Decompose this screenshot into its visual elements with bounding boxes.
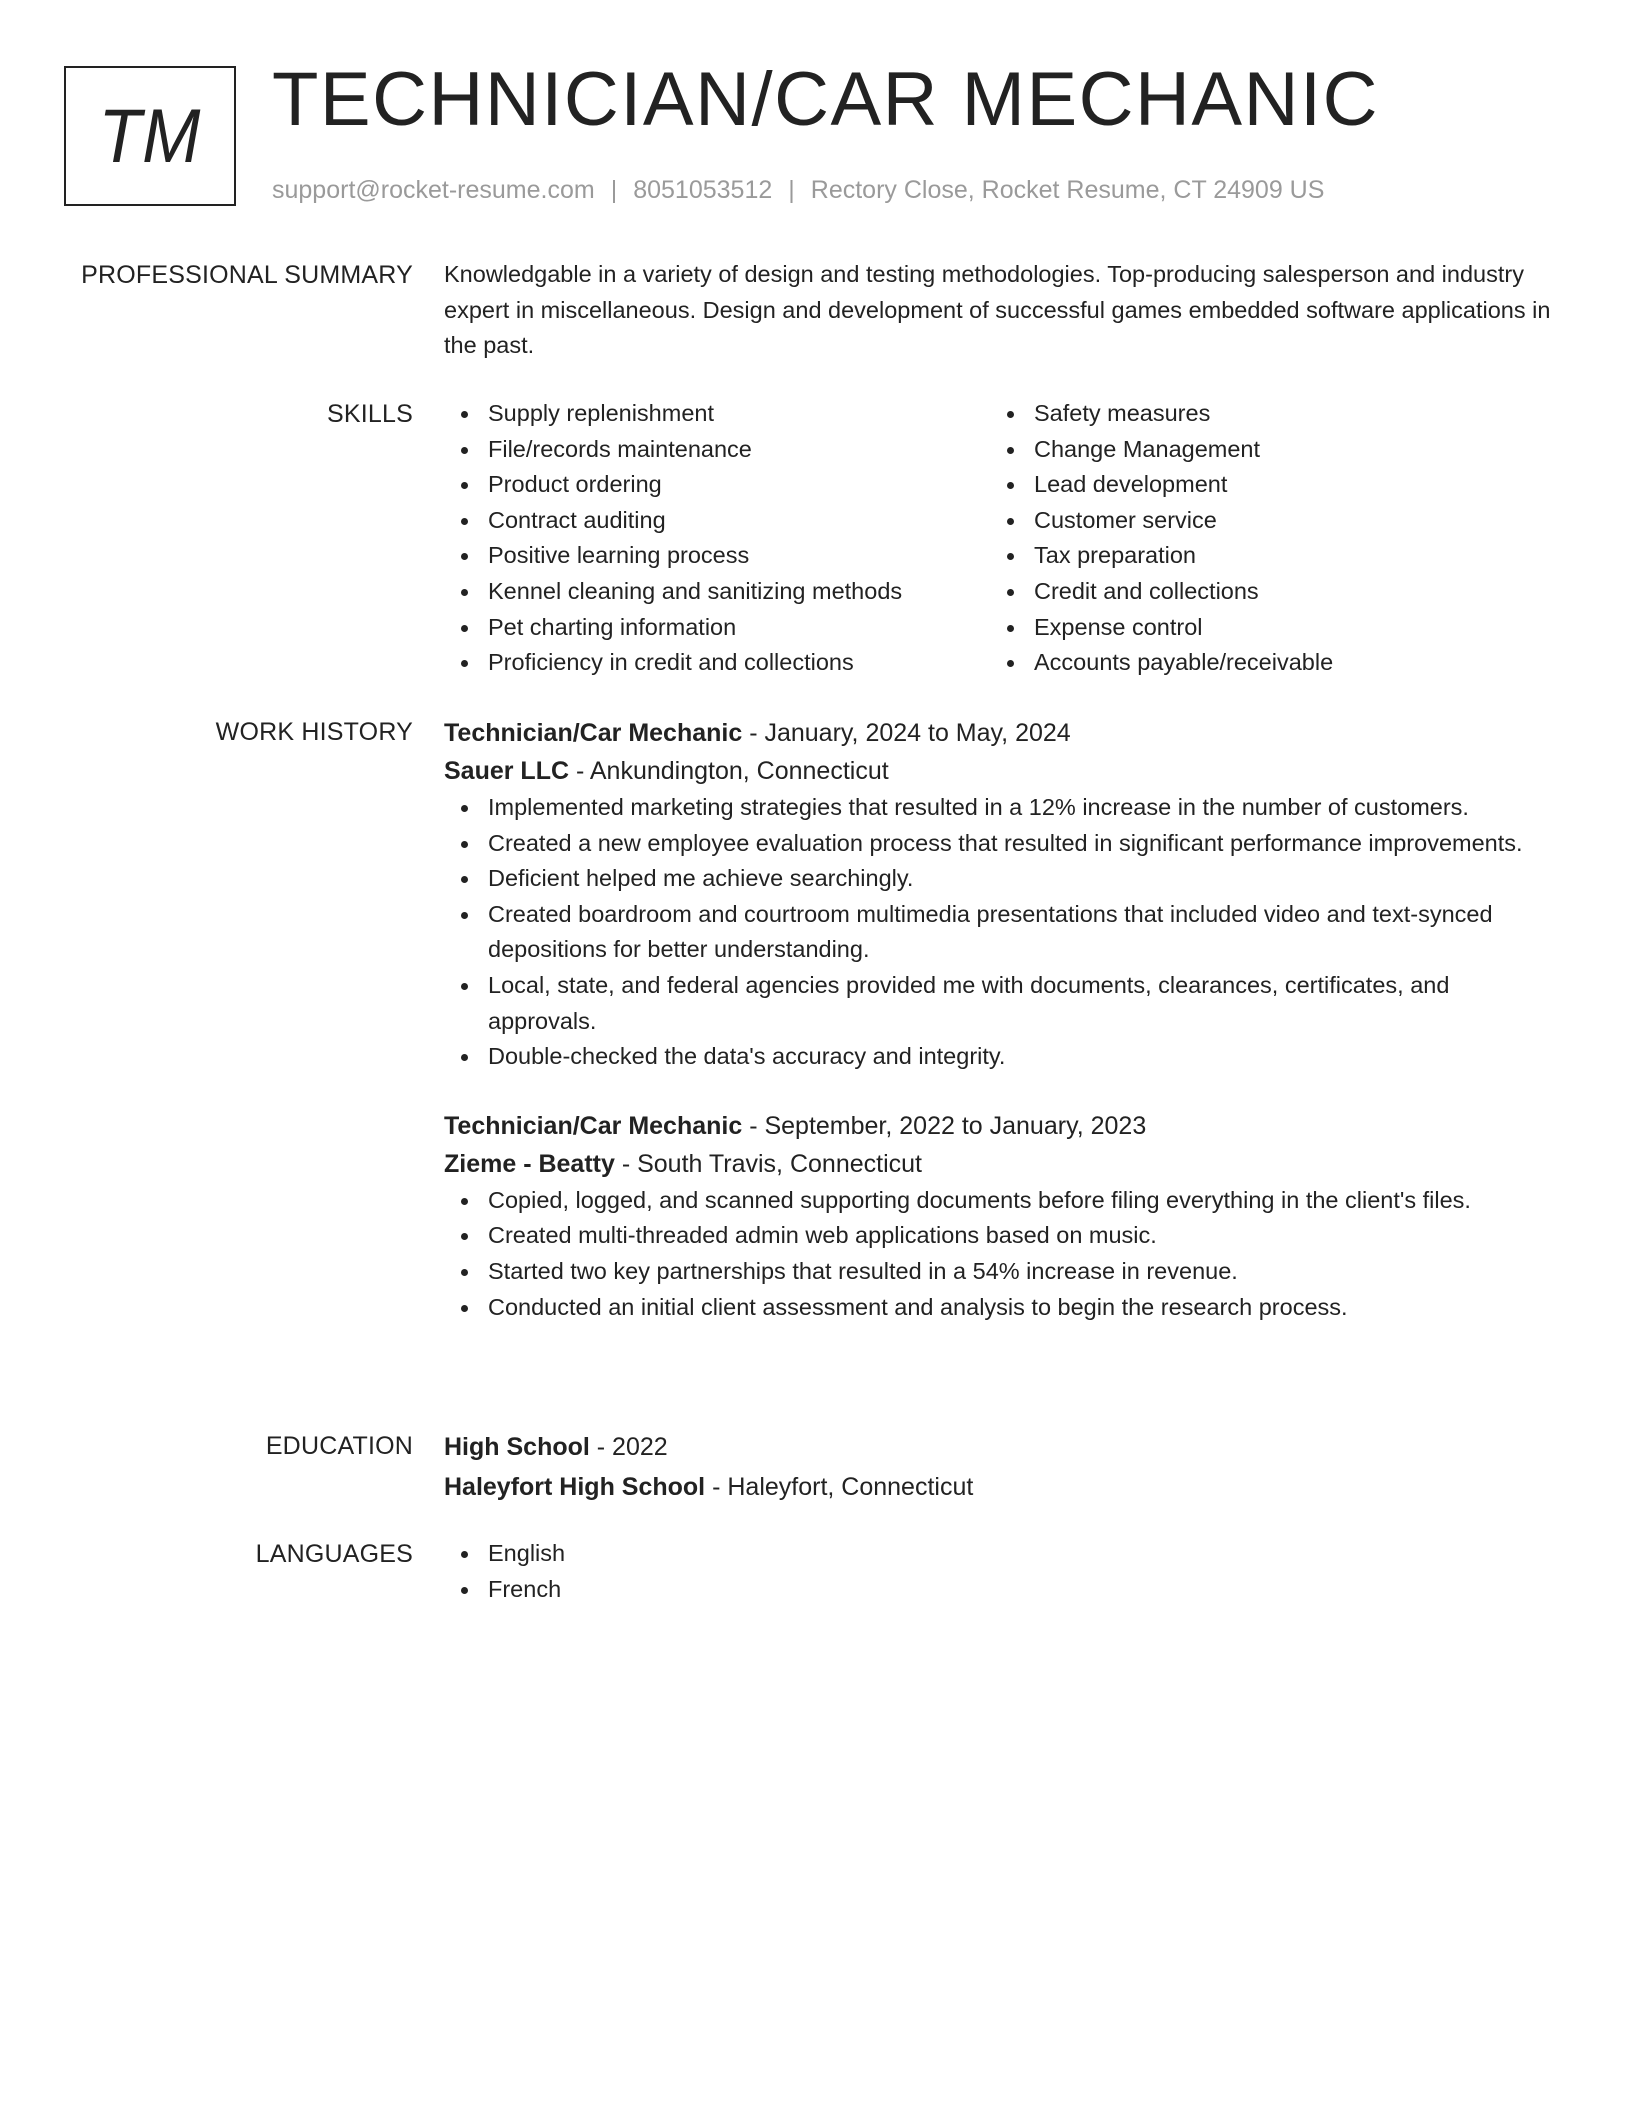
skill-item: Accounts payable/receivable — [990, 645, 1536, 681]
job-bullet: Created a new employee evaluation process that resulted in significant performance improvements. — [444, 826, 1564, 862]
skill-item: Tax preparation — [990, 538, 1536, 574]
company-line — [444, 752, 1564, 790]
job-dates: - January, 2024 to May, 2024 — [742, 719, 1071, 747]
education-school: Haleyfort High School — [444, 1473, 706, 1501]
job-bullet: Conducted an initial client assessment and analysis to begin the research process. — [444, 1290, 1564, 1326]
summary-body — [444, 257, 1564, 364]
education-degree-line — [444, 1428, 1564, 1466]
job-dates: - September, 2022 to January, 2023 — [742, 1111, 1147, 1140]
job-bullet: Created multi-threaded admin web applications based on music. — [444, 1218, 1564, 1254]
contact-phone: 8051053512 — [633, 176, 773, 204]
skill-item: Supply replenishment — [444, 396, 990, 432]
job-bullet: Created boardroom and courtroom multimedia presentations that included video and text-synced depositions for better understanding. — [444, 897, 1564, 968]
skills-list-right — [990, 396, 1536, 681]
job-role: Technician/Car Mechanic — [444, 1111, 743, 1140]
candidate-name: TECHNICIAN/CAR MECHANIC — [272, 57, 1379, 142]
skill-item: Expense control — [990, 610, 1536, 646]
skill-item: Positive learning process — [444, 538, 990, 574]
languages-title: LANGUAGES — [255, 1540, 413, 1568]
education-school-line — [444, 1468, 1564, 1506]
skill-item: Kennel cleaning and sanitizing methods — [444, 574, 990, 610]
skills-list-left — [444, 396, 990, 681]
skill-item: Proficiency in credit and collections — [444, 645, 990, 681]
summary-text: Knowledgable in a variety of design and testing methodologies. Top-producing salesperson and industry expert in miscellaneous. Design and development of successful games embedded software applications in the past. — [444, 261, 1551, 358]
job-location: - Ankundington, Connecticut — [569, 757, 889, 785]
education-year: - 2022 — [589, 1433, 668, 1461]
job-bullet: Deficient helped me achieve searchingly. — [444, 861, 1564, 897]
education-body — [444, 1428, 1564, 1506]
skill-item: Credit and collections — [990, 574, 1536, 610]
education-location: - Haleyfort, Connecticut — [705, 1473, 974, 1501]
skills-title: SKILLS — [327, 400, 413, 428]
skill-item: Contract auditing — [444, 503, 990, 539]
summary-title: PROFESSIONAL SUMMARY — [81, 261, 413, 289]
contact-line — [272, 174, 1324, 206]
skill-item: Change Management — [990, 432, 1536, 468]
skill-item: Product ordering — [444, 467, 990, 503]
job-entry — [444, 714, 1564, 1075]
job-bullet: Local, state, and federal agencies provided me with documents, clearances, certificates, and approvals. — [444, 968, 1564, 1039]
languages-list — [444, 1536, 1564, 1607]
job-bullet: Implemented marketing strategies that resulted in a 12% increase in the number of customers. — [444, 790, 1564, 826]
work-history-title: WORK HISTORY — [215, 718, 413, 746]
skill-item: Pet charting information — [444, 610, 990, 646]
job-role: Technician/Car Mechanic — [444, 719, 743, 747]
work-history-body — [444, 714, 1564, 1325]
skills-columns — [444, 396, 1564, 681]
job-bullets — [444, 790, 1564, 1075]
language-item: English — [444, 1536, 1564, 1572]
language-item: French — [444, 1572, 1564, 1608]
skill-item: Lead development — [990, 467, 1536, 503]
job-title-line — [444, 714, 1564, 752]
contact-email: support@rocket-resume.com — [272, 176, 595, 204]
monogram-box — [64, 66, 236, 206]
job-bullet: Started two key partnerships that resulted in a 54% increase in revenue. — [444, 1254, 1564, 1290]
company-line — [444, 1145, 1564, 1183]
languages-body — [444, 1536, 1564, 1607]
education-title: EDUCATION — [265, 1432, 413, 1460]
monogram-initials: TM — [98, 93, 202, 179]
job-bullet: Double-checked the data's accuracy and integrity. — [444, 1039, 1564, 1075]
job-entry — [444, 1107, 1564, 1325]
job-location: - South Travis, Connecticut — [614, 1149, 922, 1178]
skill-item: Safety measures — [990, 396, 1536, 432]
job-bullets — [444, 1183, 1564, 1325]
skill-item: Customer service — [990, 503, 1536, 539]
job-company: Sauer LLC — [444, 757, 570, 785]
contact-separator: | — [788, 176, 795, 204]
contact-address: Rectory Close, Rocket Resume, CT 24909 US — [810, 176, 1325, 204]
job-bullet: Copied, logged, and scanned supporting documents before filing everything in the client's files. — [444, 1183, 1564, 1219]
job-title-line — [444, 1107, 1564, 1145]
contact-separator: | — [610, 176, 618, 204]
skill-item: File/records maintenance — [444, 432, 990, 468]
job-company: Zieme - Beatty — [444, 1149, 615, 1178]
education-degree: High School — [444, 1433, 590, 1461]
